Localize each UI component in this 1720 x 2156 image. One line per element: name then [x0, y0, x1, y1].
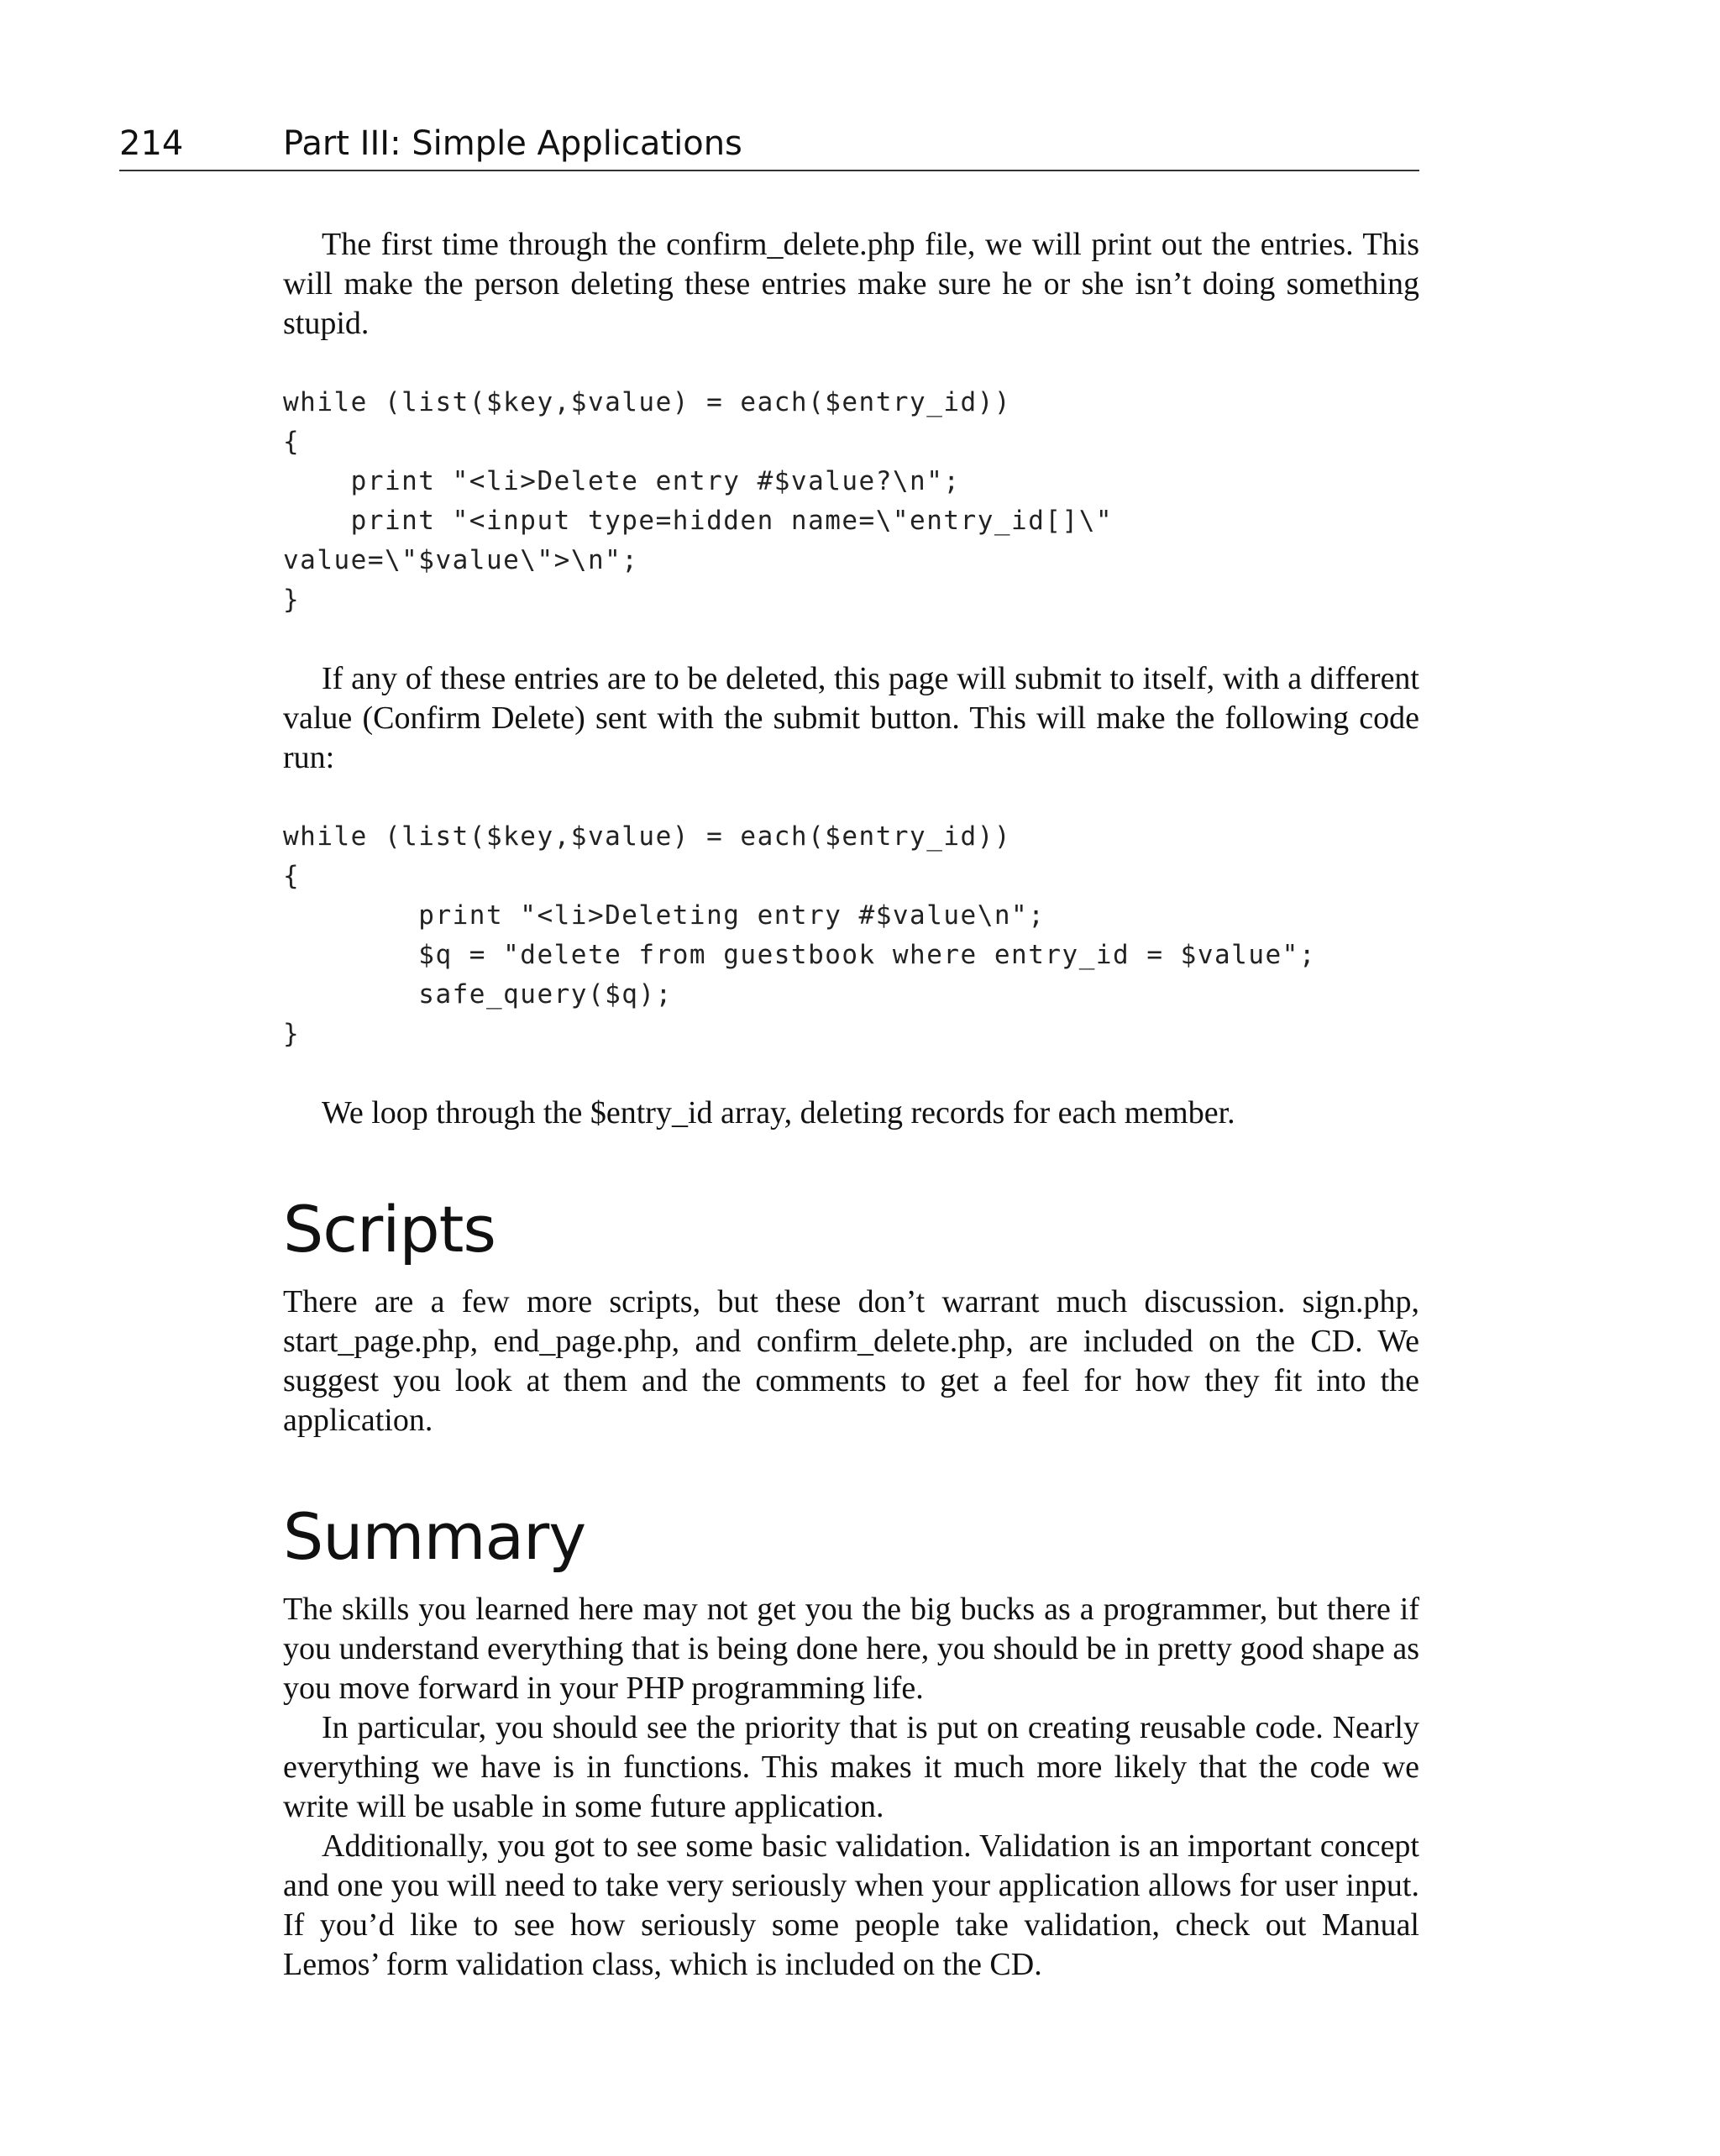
running-head: Part III: Simple Applications [283, 124, 742, 163]
paragraph-summary-1: The skills you learned here may not get you the big bucks as a programmer, but there if you understand everything that is being done here, you should be in pretty good shape as you move forward in your PHP programming life. [283, 1592, 1419, 1706]
page-number: 214 [119, 124, 184, 163]
paragraph-summary-2: In particular, you should see the priority that is put on creating reusable code. Nearly everything we have is in functions. This makes it much more likely that the code we write will be usable in some future application. [283, 1710, 1419, 1824]
heading-summary: Summary [283, 1499, 586, 1574]
paragraph-loop: We loop through the $entry_id array, deleting records for each member. [322, 1095, 1235, 1130]
paragraph-intro: The first time through the confirm_delete.php file, we will print out the entries. This will make the person deleting these entries make sure he or she isn’t doing something stupid. [283, 227, 1419, 341]
heading-scripts: Scripts [283, 1192, 496, 1267]
code-block-delete-list: while (list($key,$value) = each($entry_id)) { print "<li>Delete entry #$value?\n"; print "<input type=hidden name=\"entry_id[]\" value=\"$value\">\n"; } [283, 387, 1114, 615]
paragraph-scripts: There are a few more scripts, but these don’t warrant much discussion. sign.php, start_page.php, end_page.php, and confirm_delete.php, are included on the CD. We suggest you look at them and the comments to get a feel for how they fit into the application. [283, 1284, 1419, 1438]
page-body [283, 225, 1419, 1985]
page-header [119, 118, 1419, 171]
paragraph-confirm-delete: If any of these entries are to be deleted, this page will submit to itself, with a different value (Confirm Delete) sent with the submit button. This will make the following code run: [283, 661, 1419, 775]
paragraph-summary-3: Additionally, you got to see some basic validation. Validation is an important concept and one you will need to take very seriously when your application allows for user input. If you’d like to see how seriously some people take validation, check out Manual Lemos’ form validation class, which is included on the CD. [283, 1828, 1419, 1982]
code-block-deleting: while (list($key,$value) = each($entry_id)) { print "<li>Deleting entry #$value\n"; $q = "delete from guestbook where entry_id = $value"; safe_query($q); } [283, 821, 1316, 1049]
